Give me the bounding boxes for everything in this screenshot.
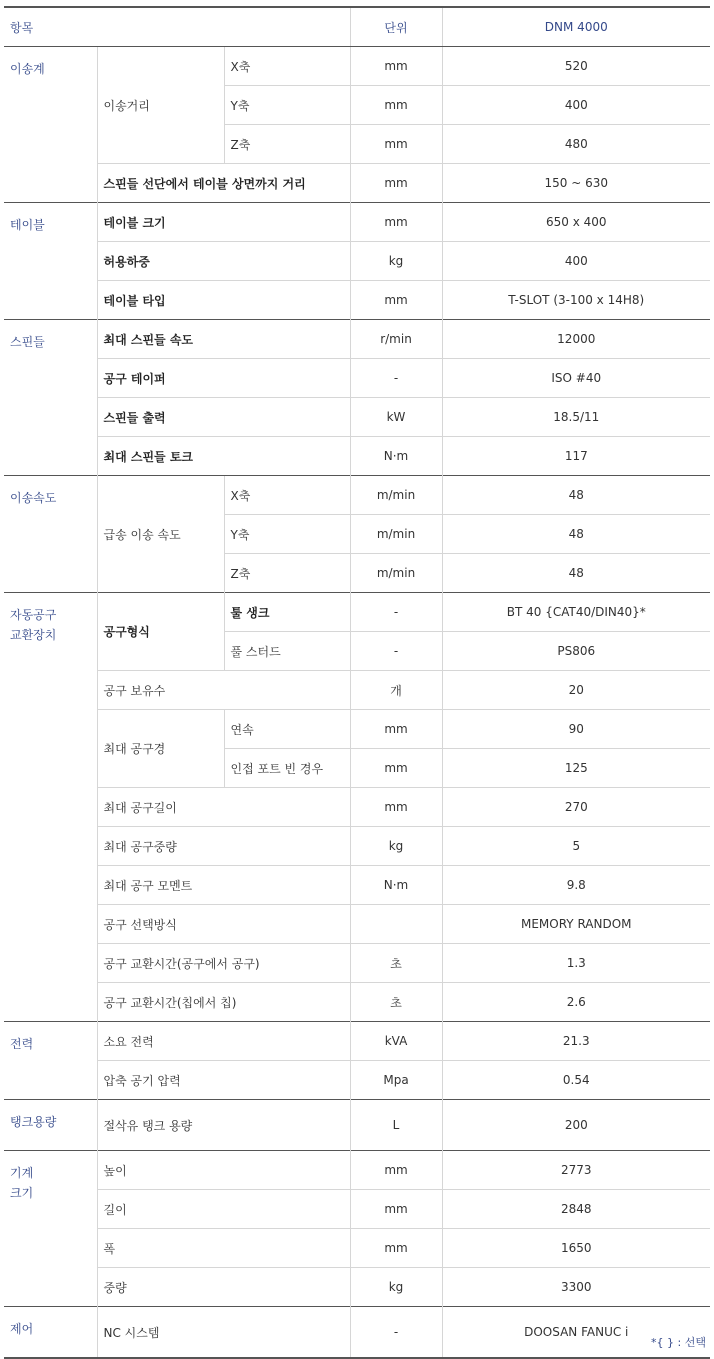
row-label: 스핀들 출력 xyxy=(97,398,350,437)
table-row xyxy=(4,827,710,866)
table-row xyxy=(4,398,710,437)
row-label: 테이블 크기 xyxy=(97,203,350,242)
row-label: 폭 xyxy=(97,1229,350,1268)
row-label: 허용하중 xyxy=(97,242,350,281)
row-label: 툴 생크 xyxy=(224,593,350,632)
sub-tool-type: 공구형식 xyxy=(97,593,224,671)
row-unit: kg xyxy=(350,827,442,866)
row-unit: mm xyxy=(350,1229,442,1268)
table-row xyxy=(4,1268,710,1307)
table-row xyxy=(4,1229,710,1268)
row-unit: - xyxy=(350,632,442,671)
row-value: 20 xyxy=(442,671,710,710)
row-value: 2773 xyxy=(442,1151,710,1190)
row-value: 48 xyxy=(442,554,710,593)
row-label: 높이 xyxy=(97,1151,350,1190)
row-value: 90 xyxy=(442,710,710,749)
row-label: 인접 포트 빈 경우 xyxy=(224,749,350,788)
row-label: 길이 xyxy=(97,1190,350,1229)
table-row xyxy=(4,593,710,632)
row-label: 최대 공구길이 xyxy=(97,788,350,827)
footnote: *{ } : 선택 xyxy=(651,1336,706,1349)
row-unit: mm xyxy=(350,1190,442,1229)
row-label: 공구 교환시간(공구에서 공구) xyxy=(97,944,350,983)
row-unit: mm xyxy=(350,749,442,788)
row-unit: m/min xyxy=(350,515,442,554)
table-row xyxy=(4,281,710,320)
row-label: 최대 공구 모멘트 xyxy=(97,866,350,905)
row-label: 최대 공구중량 xyxy=(97,827,350,866)
row-label: 공구 보유수 xyxy=(97,671,350,710)
row-value: 18.5/11 xyxy=(442,398,710,437)
row-value: 5 xyxy=(442,827,710,866)
table-row xyxy=(4,1022,710,1061)
table-header-row xyxy=(4,7,710,47)
row-value: ISO #40 xyxy=(442,359,710,398)
table-row xyxy=(4,359,710,398)
row-unit: 초 xyxy=(350,983,442,1022)
header-unit: 단위 xyxy=(350,7,442,47)
category-atc-line2: 교환장치 xyxy=(10,628,57,642)
category-machine xyxy=(4,1151,97,1307)
row-unit: kVA xyxy=(350,1022,442,1061)
table-row xyxy=(4,1190,710,1229)
row-value: 480 xyxy=(442,125,710,164)
row-value: 117 xyxy=(442,437,710,476)
table-row xyxy=(4,944,710,983)
row-value: T-SLOT (3-100 x 14H8) xyxy=(442,281,710,320)
row-unit: mm xyxy=(350,125,442,164)
row-label: 연속 xyxy=(224,710,350,749)
spec-table-container xyxy=(4,6,710,1359)
row-value: 2.6 xyxy=(442,983,710,1022)
row-value: 400 xyxy=(442,86,710,125)
row-label: 절삭유 탱크 용량 xyxy=(97,1100,350,1151)
row-value: DOOSAN FANUC i xyxy=(442,1307,710,1359)
header-model: DNM 4000 xyxy=(442,7,710,47)
sub-rapid-feed: 급송 이송 속도 xyxy=(97,476,224,593)
category-machine-line2: 크기 xyxy=(10,1186,34,1200)
row-value: 48 xyxy=(442,476,710,515)
category-power: 전력 xyxy=(4,1022,97,1100)
row-value: 520 xyxy=(442,47,710,86)
row-label: 공구 선택방식 xyxy=(97,905,350,944)
row-label: X축 xyxy=(224,47,350,86)
row-value: 3300 xyxy=(442,1268,710,1307)
row-value: 270 xyxy=(442,788,710,827)
category-travel: 이송계 xyxy=(4,47,97,203)
row-unit: mm xyxy=(350,203,442,242)
table-row xyxy=(4,476,710,515)
row-unit: kg xyxy=(350,242,442,281)
row-unit: N·m xyxy=(350,866,442,905)
row-label: NC 시스템 xyxy=(97,1307,350,1359)
row-label: 압축 공기 압력 xyxy=(97,1061,350,1100)
table-row xyxy=(4,203,710,242)
row-unit: L xyxy=(350,1100,442,1151)
row-unit: mm xyxy=(350,788,442,827)
row-value: 150 ~ 630 xyxy=(442,164,710,203)
row-value: 400 xyxy=(442,242,710,281)
row-value: 125 xyxy=(442,749,710,788)
row-unit: mm xyxy=(350,281,442,320)
row-value: PS806 xyxy=(442,632,710,671)
table-row xyxy=(4,1100,710,1151)
table-row xyxy=(4,1307,710,1359)
category-control: 제어 xyxy=(4,1307,97,1359)
sub-max-tool-dia: 최대 공구경 xyxy=(97,710,224,788)
table-row xyxy=(4,1061,710,1100)
row-label: 공구 테이퍼 xyxy=(97,359,350,398)
category-machine-line1: 기계 xyxy=(10,1166,34,1180)
row-value: 9.8 xyxy=(442,866,710,905)
row-unit: mm xyxy=(350,47,442,86)
category-table: 테이블 xyxy=(4,203,97,320)
table-row xyxy=(4,47,710,86)
row-unit: - xyxy=(350,359,442,398)
row-label: Z축 xyxy=(224,554,350,593)
table-row xyxy=(4,320,710,359)
row-value: BT 40 {CAT40/DIN40}* xyxy=(442,593,710,632)
table-row xyxy=(4,671,710,710)
table-row xyxy=(4,242,710,281)
row-unit: mm xyxy=(350,164,442,203)
row-unit: kW xyxy=(350,398,442,437)
row-unit: mm xyxy=(350,1151,442,1190)
table-row xyxy=(4,164,710,203)
spec-table xyxy=(4,6,710,1359)
category-atc-line1: 자동공구 xyxy=(10,608,57,622)
table-row xyxy=(4,437,710,476)
row-value: 0.54 xyxy=(442,1061,710,1100)
category-spindle: 스핀들 xyxy=(4,320,97,476)
row-unit: - xyxy=(350,593,442,632)
row-label: 공구 교환시간(칩에서 칩) xyxy=(97,983,350,1022)
row-label: Z축 xyxy=(224,125,350,164)
row-value: 1650 xyxy=(442,1229,710,1268)
row-label: 최대 스핀들 토크 xyxy=(97,437,350,476)
row-unit: mm xyxy=(350,710,442,749)
table-row xyxy=(4,1151,710,1190)
row-value: 650 x 400 xyxy=(442,203,710,242)
row-unit: - xyxy=(350,1307,442,1359)
row-label: 소요 전력 xyxy=(97,1022,350,1061)
row-unit: N·m xyxy=(350,437,442,476)
row-value: 12000 xyxy=(442,320,710,359)
category-feedrate: 이송속도 xyxy=(4,476,97,593)
row-value: 21.3 xyxy=(442,1022,710,1061)
category-atc xyxy=(4,593,97,1022)
row-unit: 초 xyxy=(350,944,442,983)
row-unit: m/min xyxy=(350,554,442,593)
table-row xyxy=(4,866,710,905)
row-value: 200 xyxy=(442,1100,710,1151)
row-label: Y축 xyxy=(224,86,350,125)
table-row xyxy=(4,788,710,827)
row-unit: Mpa xyxy=(350,1061,442,1100)
row-label: 풀 스터드 xyxy=(224,632,350,671)
row-unit: m/min xyxy=(350,476,442,515)
row-value: 48 xyxy=(442,515,710,554)
row-label: 스핀들 선단에서 테이블 상면까지 거리 xyxy=(97,164,350,203)
row-label: 중량 xyxy=(97,1268,350,1307)
row-label: 테이블 타입 xyxy=(97,281,350,320)
row-unit xyxy=(350,905,442,944)
row-unit: mm xyxy=(350,86,442,125)
row-unit: 개 xyxy=(350,671,442,710)
sub-travel-distance: 이송거리 xyxy=(97,47,224,164)
table-row xyxy=(4,710,710,749)
row-unit: r/min xyxy=(350,320,442,359)
table-row xyxy=(4,905,710,944)
category-tank: 탱크용량 xyxy=(4,1100,97,1151)
row-label: Y축 xyxy=(224,515,350,554)
table-row xyxy=(4,983,710,1022)
header-item: 항목 xyxy=(4,7,350,47)
row-label: X축 xyxy=(224,476,350,515)
row-value: MEMORY RANDOM xyxy=(442,905,710,944)
row-value: 2848 xyxy=(442,1190,710,1229)
row-label: 최대 스핀들 속도 xyxy=(97,320,350,359)
row-unit: kg xyxy=(350,1268,442,1307)
row-value: 1.3 xyxy=(442,944,710,983)
